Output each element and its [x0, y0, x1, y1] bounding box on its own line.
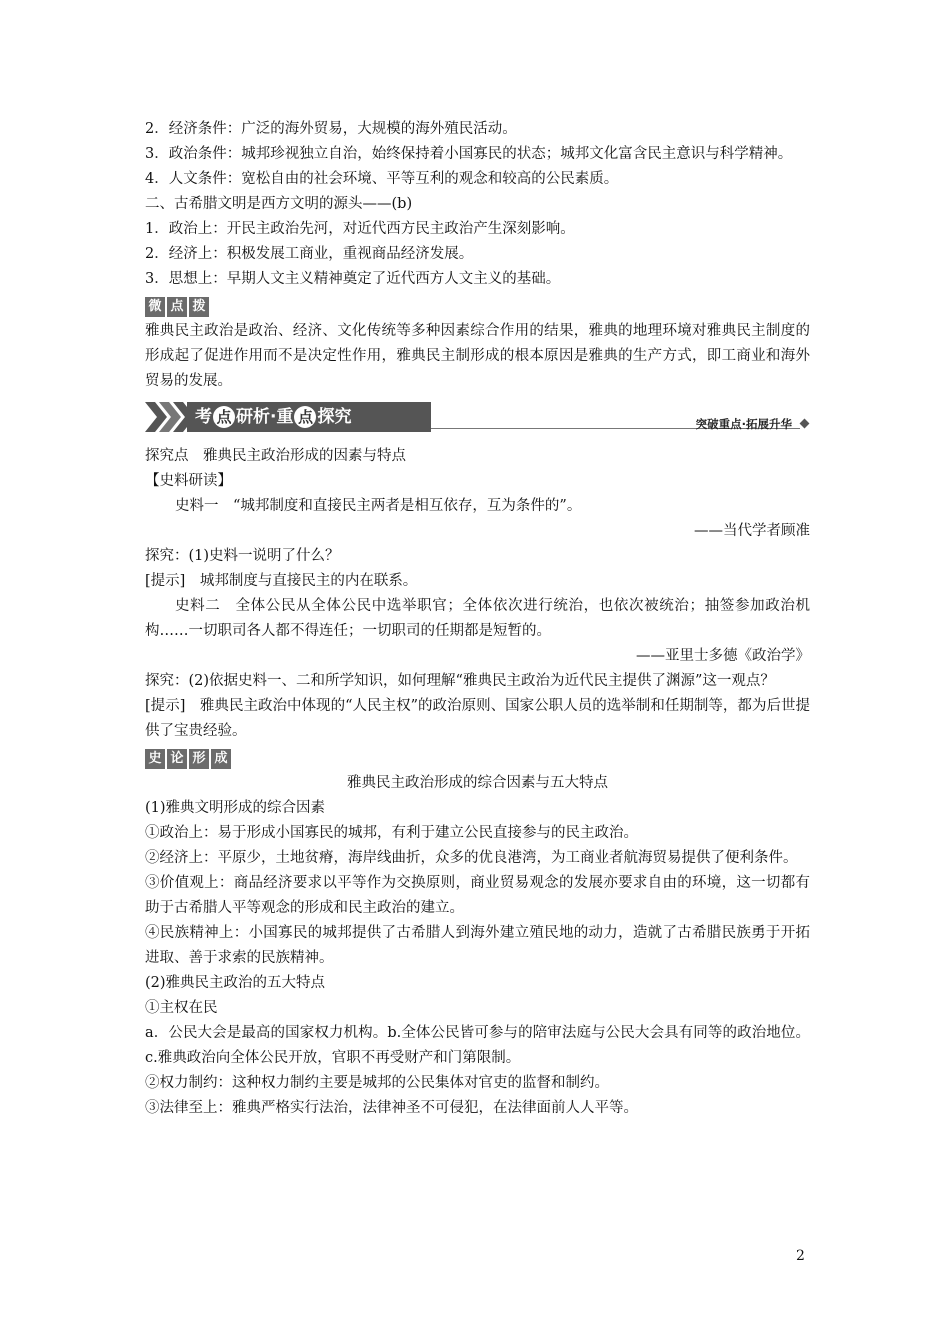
material-label: 【史料研读】 [145, 473, 232, 489]
summary-line: ②权力制约：这种权力制约主要是城邦的公民集体对官吏的监督和制约。 [145, 1075, 609, 1091]
page-number: 2 [796, 1248, 805, 1264]
summary-line: (2)雅典民主政治的五大特点 [145, 975, 326, 991]
hint: [提示] 雅典民主政治中体现的“人民主权”的政治原则、国家公职人员的选举制和任期制等，都为后世提供了宝贵经验。 [145, 698, 810, 739]
question: 探究：(1)史料一说明了什么？ [145, 548, 340, 564]
conclusion-tag [145, 746, 233, 766]
tag-char: 拨 [189, 297, 209, 317]
tag-char: 史 [145, 749, 165, 769]
banner-title-part: 探究 [317, 407, 352, 427]
source-text: 史料二 全体公民从全体公民中选举职官；全体依次进行统治，也依次被统治；抽签参加政治机构……一切职司各人都不得连任；一切职司的任期都是短暂的。 [145, 598, 810, 639]
tag-char: 形 [189, 749, 209, 769]
text-line: 2．经济条件：广泛的海外贸易，大规模的海外殖民活动。 [145, 121, 517, 137]
question: 探究：(2)依据史料一、二和所学知识，如何理解“雅典民主政治为近代民主提供了渊源”这一观点？ [145, 673, 775, 689]
banner-title-highlight: 点 [213, 406, 235, 428]
tag-char: 点 [167, 297, 187, 317]
tip-text: 雅典民主政治是政治、经济、文化传统等多种因素综合作用的结果，雅典的地理环境对雅典民主制度的形成起了促进作用而不是决定性作用，雅典民主制形成的根本原因是雅典的生产方式，即工商业和海外贸易的发展。 [145, 323, 810, 389]
summary-line: (1)雅典文明形成的综合因素 [145, 800, 326, 816]
text-line: 3．政治条件：城邦珍视独立自治，始终保持着小国寡民的状态；城邦文化富含民主意识与科学精神。 [145, 146, 793, 162]
inquiry-heading: 探究点 雅典民主政治形成的因素与特点 [145, 448, 406, 464]
page-content [145, 117, 810, 1121]
hint: [提示] 城邦制度与直接民主的内在联系。 [145, 573, 418, 589]
tag-char: 成 [211, 749, 231, 769]
summary-line: ③价值观上：商品经济要求以平等作为交换原则，商业贸易观念的发展亦要求自由的环境，这一切都有助于古希腊人平等观念的形成和民主政治的建立。 [145, 875, 810, 916]
summary-title: 雅典民主政治形成的综合因素与五大特点 [347, 775, 608, 791]
summary-line: ②经济上：平原少，土地贫瘠，海岸线曲折，众多的优良港湾，为工商业者航海贸易提供了便利条件。 [145, 850, 798, 866]
summary-line: ①政治上：易于形成小国寡民的城邦，有利于建立公民直接参与的民主政治。 [145, 825, 638, 841]
text-line: 1．政治上：开民主政治先河，对近代西方民主政治产生深刻影响。 [145, 221, 575, 237]
banner-title-part: 考 [195, 407, 212, 427]
summary-line: ④民族精神上：小国寡民的城邦提供了古希腊人到海外建立殖民地的动力，造就了古希腊民族勇于开拓进取、善于求索的民族精神。 [145, 925, 810, 966]
section-banner [145, 400, 810, 436]
banner-title [187, 402, 431, 432]
text-line: 2．经济上：积极发展工商业，重视商品经济发展。 [145, 246, 474, 262]
tag-char: 微 [145, 297, 165, 317]
text-line: 3．思想上：早期人文主义精神奠定了近代西方人文主义的基础。 [145, 271, 561, 287]
diamond-icon [800, 419, 810, 429]
text-line: 4．人文条件：宽松自由的社会环境、平等互利的观念和较高的公民素质。 [145, 171, 619, 187]
source-text: 史料一 “城邦制度和直接民主两者是相互依存，互为条件的”。 [175, 498, 582, 514]
banner-title-part: 重 [276, 407, 294, 427]
source-author: ——当代学者顾准 [694, 523, 810, 539]
banner-subtitle: 突破重点·拓展升华 [695, 417, 792, 431]
banner-title-part: 研析· [236, 407, 277, 427]
tag-char: 论 [167, 749, 187, 769]
tip-tag [145, 294, 211, 314]
summary-line: a．公民大会是最高的国家权力机构。b.全体公民皆可参与的陪审法庭与公民大会具有同等的政治地位。c.雅典政治向全体公民开放，官职不再受财产和门第限制。 [145, 1025, 810, 1066]
source-author: ——亚里士多德《政治学》 [636, 648, 810, 664]
section-heading: 二、古希腊文明是西方文明的源头——(b) [145, 196, 413, 212]
summary-line: ①主权在民 [145, 1000, 218, 1016]
banner-title-highlight: 点 [294, 406, 316, 428]
summary-line: ③法律至上：雅典严格实行法治，法律神圣不可侵犯，在法律面前人人平等。 [145, 1100, 638, 1116]
